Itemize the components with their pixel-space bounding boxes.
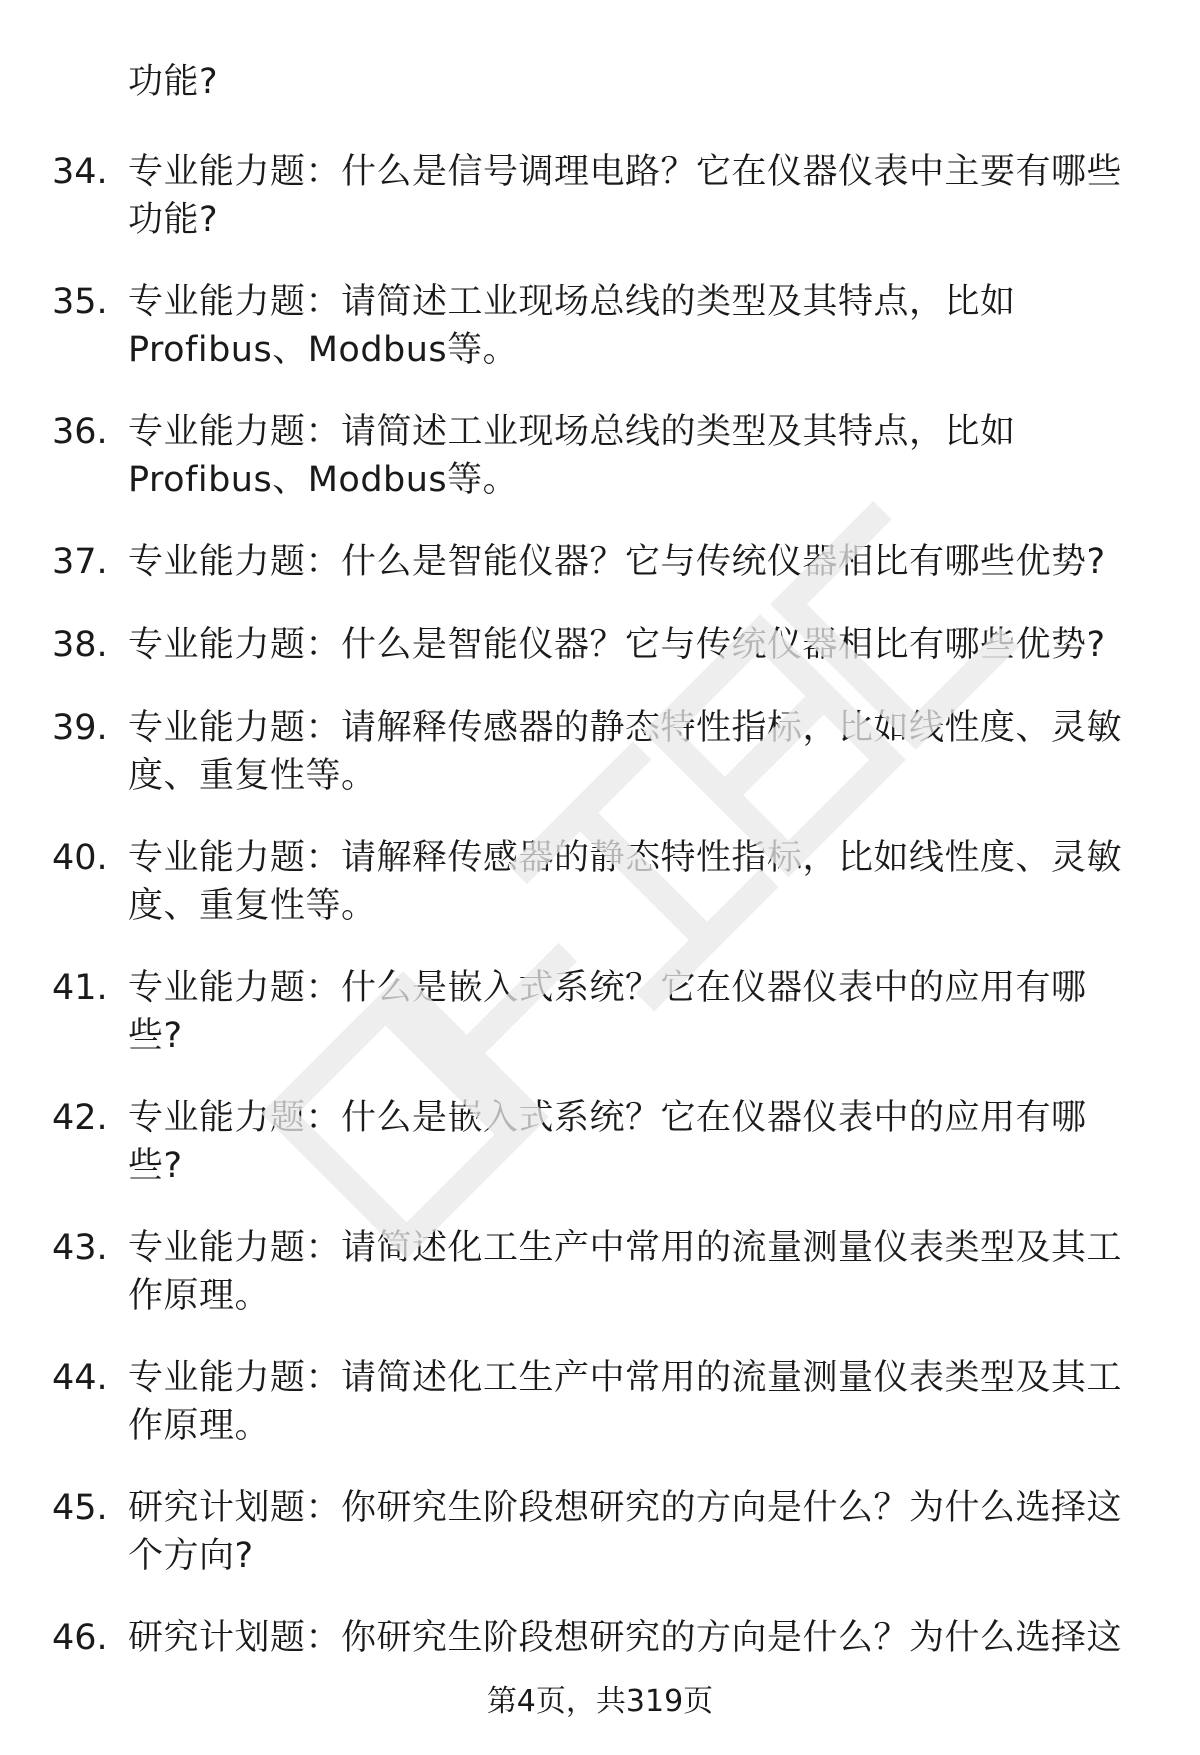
question-item	[0, 621, 1200, 704]
question-number: 36.	[52, 412, 108, 452]
question-text-line: 专业能力题：什么是智能仪器？它与传统仪器相比有哪些优势?	[128, 542, 1106, 582]
question-number: 37.	[52, 542, 108, 582]
question-text-line: 度、重复性等。	[128, 886, 377, 926]
question-text-line: 作原理。	[128, 1406, 271, 1446]
question-text-line: 作原理。	[128, 1276, 271, 1316]
question-text	[128, 834, 1138, 930]
question-text-line: Profibus、Modbus等。	[128, 460, 519, 500]
question-number: 35.	[52, 282, 108, 322]
question-text	[128, 1354, 1138, 1450]
question-text-line: Profibus、Modbus等。	[128, 330, 519, 370]
question-list	[0, 148, 1200, 1697]
question-item	[0, 278, 1200, 408]
question-text-line: 专业能力题：什么是信号调理电路？它在仪器仪表中主要有哪些	[128, 152, 1123, 192]
question-text	[128, 621, 1138, 669]
question-text-line: 专业能力题：请简述化工生产中常用的流量测量仪表类型及其工	[128, 1228, 1123, 1268]
question-text-line: 专业能力题：什么是嵌入式系统？它在仪器仪表中的应用有哪	[128, 1098, 1087, 1138]
question-number: 43.	[52, 1228, 108, 1268]
question-item	[0, 408, 1200, 538]
question-text-line: 专业能力题：请解释传感器的静态特性指标，比如线性度、灵敏	[128, 838, 1123, 878]
question-text	[128, 148, 1138, 244]
question-item	[0, 148, 1200, 278]
question-item	[0, 964, 1200, 1094]
question-text-line: 研究计划题：你研究生阶段想研究的方向是什么？为什么选择这	[128, 1488, 1123, 1528]
question-text-line: 个方向?	[128, 1536, 254, 1576]
question-text-line: 功能?	[128, 200, 219, 240]
question-item	[0, 1354, 1200, 1484]
question-text	[128, 538, 1138, 586]
question-text-line: 些?	[128, 1016, 183, 1056]
question-text-line: 度、重复性等。	[128, 756, 377, 796]
question-item	[0, 1224, 1200, 1354]
question-item	[0, 1484, 1200, 1614]
question-number: 46.	[52, 1618, 108, 1658]
question-number: 41.	[52, 968, 108, 1008]
question-text-line: 专业能力题：请简述工业现场总线的类型及其特点，比如	[128, 282, 1016, 322]
question-item	[0, 834, 1200, 964]
question-text	[128, 1094, 1138, 1190]
continuation-text: 功能?	[128, 62, 219, 102]
question-text	[128, 1614, 1138, 1662]
question-text	[128, 1484, 1138, 1580]
question-number: 34.	[52, 152, 108, 192]
page-footer: 第4页，共319页	[486, 1684, 714, 1719]
question-number: 38.	[52, 625, 108, 665]
question-number: 45.	[52, 1488, 108, 1528]
question-text-line: 专业能力题：请简述化工生产中常用的流量测量仪表类型及其工	[128, 1358, 1123, 1398]
question-text	[128, 408, 1138, 504]
question-text-line: 些?	[128, 1146, 183, 1186]
question-item	[0, 704, 1200, 834]
question-text	[128, 278, 1138, 374]
question-text-line: 专业能力题：请简述工业现场总线的类型及其特点，比如	[128, 412, 1016, 452]
question-text-line: 专业能力题：请解释传感器的静态特性指标，比如线性度、灵敏	[128, 708, 1123, 748]
question-text-line: 专业能力题：什么是智能仪器？它与传统仪器相比有哪些优势?	[128, 625, 1106, 665]
question-text	[128, 704, 1138, 800]
question-number: 42.	[52, 1098, 108, 1138]
question-text-line: 专业能力题：什么是嵌入式系统？它在仪器仪表中的应用有哪	[128, 968, 1087, 1008]
question-item	[0, 538, 1200, 621]
question-text-line: 研究计划题：你研究生阶段想研究的方向是什么？为什么选择这	[128, 1618, 1123, 1658]
question-text	[128, 1224, 1138, 1320]
question-text	[128, 964, 1138, 1060]
question-item	[0, 1094, 1200, 1224]
question-number: 44.	[52, 1358, 108, 1398]
question-number: 40.	[52, 838, 108, 878]
question-number: 39.	[52, 708, 108, 748]
